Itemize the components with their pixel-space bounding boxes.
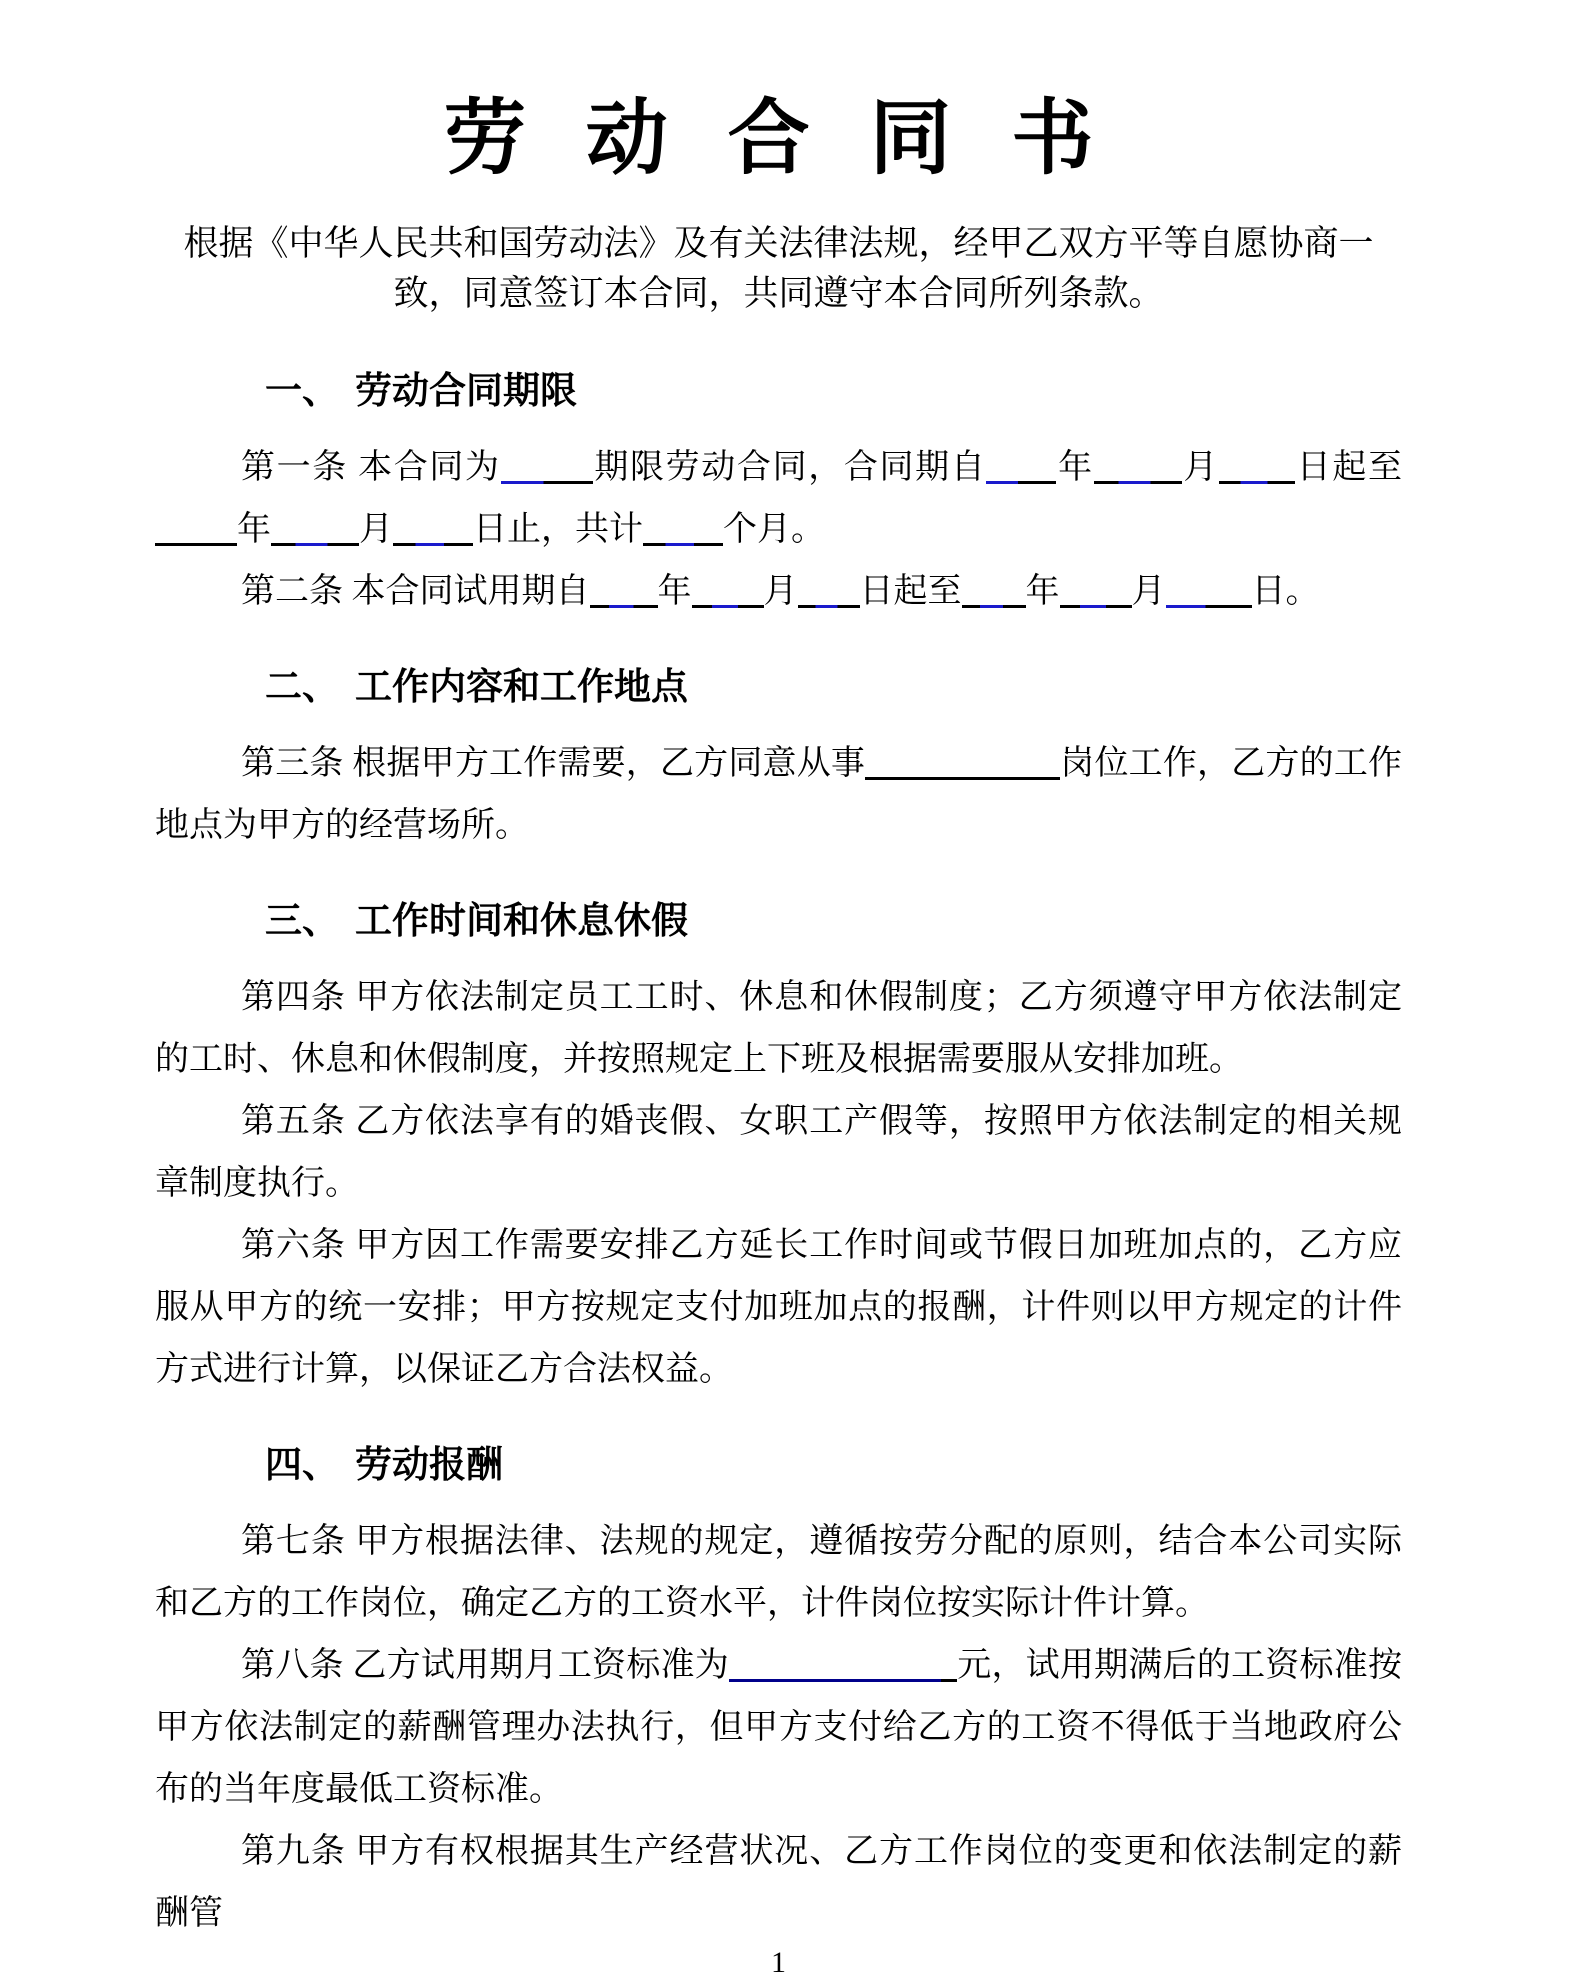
clause-text: 第六条 甲方因工作需要安排乙方延长工作时间或节假日加班加点的，乙方应服从甲方的统一安排；甲方按规定支付加班加点的报酬，计件则以甲方规定的计件方式进行计算，以保证乙方合法权益。 (155, 1226, 1402, 1388)
section-heading (155, 367, 1402, 417)
clause-text: 月 (359, 510, 393, 548)
clause-paragraph (155, 1635, 1402, 1821)
blank-field[interactable] (501, 454, 593, 484)
blank-field[interactable] (155, 516, 237, 546)
clause-text: 日起至 (1295, 448, 1403, 486)
intro-paragraph (155, 219, 1402, 319)
clause-text: 年 (237, 510, 271, 548)
page-number: 1 (771, 1945, 786, 1979)
clause-paragraph (155, 1821, 1402, 1945)
section-number: 一、 (265, 370, 339, 412)
clause-text: 第二条 本合同试用期自 (241, 572, 590, 610)
clause-text: 第三条 根据甲方工作需要，乙方同意从事 (241, 744, 866, 782)
clause-text: 第一条 本合同为 (241, 448, 501, 486)
blank-field[interactable] (692, 578, 764, 608)
clause-text: 日起至 (859, 572, 962, 610)
clause-text: 第七条 甲方根据法律、法规的规定，遵循按劳分配的原则，结合本公司实际和乙方的工作岗位，确定乙方的工资水平，计件岗位按实际计件计算。 (155, 1522, 1402, 1622)
section-number: 四、 (265, 1444, 339, 1486)
blank-field[interactable] (1219, 454, 1295, 484)
section-title: 工作内容和工作地点 (355, 666, 688, 708)
clause-text: 年 (1056, 448, 1094, 486)
clause-text: 第五条 乙方依法享有的婚丧假、女职工产假等，按照甲方依法制定的相关规章制度执行。 (155, 1102, 1402, 1202)
clause-paragraph (155, 1511, 1402, 1635)
section-title: 工作时间和休息休假 (355, 900, 688, 942)
clause-paragraph (155, 1215, 1402, 1401)
section-title: 劳动报酬 (355, 1444, 503, 1486)
clause-text: 岗位工作，乙方的工作地点为甲方的经营场所。 (155, 744, 1403, 844)
section-number: 二、 (265, 666, 339, 708)
document-title: 劳 动 合 同 书 (443, 93, 1114, 184)
document-body (155, 327, 1402, 1945)
blank-field[interactable] (798, 578, 860, 608)
clause-text: 月 (1181, 448, 1220, 486)
clause-text: 第八条 乙方试用期月工资标准为 (241, 1646, 729, 1684)
clause-paragraph (155, 733, 1402, 857)
blank-field[interactable] (1166, 578, 1252, 608)
intro-line: 致，同意签订本合同，共同遵守本合同所列条款。 (393, 273, 1164, 313)
clause-text: 月 (763, 572, 798, 610)
clause-paragraph (155, 967, 1402, 1091)
blank-field[interactable] (643, 516, 723, 546)
clause-text: 第四条 甲方依法制定员工工时、休息和休假制度；乙方须遵守甲方依法制定的工时、休息和休假制度，并按照规定上下班及根据需要服从安排加班。 (155, 978, 1402, 1078)
intro-line: 根据《中华人民共和国劳动法》及有关法律法规，经甲乙双方平等自愿协商一 (183, 223, 1374, 263)
clause-text: 月 (1131, 572, 1166, 610)
blank-field[interactable] (865, 750, 1060, 780)
section-heading (155, 663, 1402, 713)
blank-field[interactable] (986, 454, 1056, 484)
blank-field[interactable] (1094, 454, 1182, 484)
blank-field[interactable] (729, 1652, 957, 1682)
clause-text: 日止，共计 (473, 510, 643, 548)
blank-field[interactable] (590, 578, 658, 608)
section-number: 三、 (265, 900, 339, 942)
clause-text: 期限劳动合同，合同期自 (592, 448, 987, 486)
clause-paragraph (155, 437, 1402, 561)
section-heading (155, 1441, 1402, 1491)
clause-text: 年 (657, 572, 692, 610)
clause-text: 元，试用期满后的工资标准按甲方依法制定的薪酬管理办法执行，但甲方支付给乙方的工资不得低于当地政府公布的当年度最低工资标准。 (155, 1646, 1403, 1808)
clause-text: 年 (1025, 572, 1060, 610)
clause-paragraph (155, 1091, 1402, 1215)
blank-field[interactable] (962, 578, 1026, 608)
blank-field[interactable] (1060, 578, 1132, 608)
clause-text: 第九条 甲方有权根据其生产经营状况、乙方工作岗位的变更和依法制定的薪酬管 (155, 1832, 1402, 1932)
section-title: 劳动合同期限 (355, 370, 577, 412)
blank-field[interactable] (393, 516, 473, 546)
section-heading (155, 897, 1402, 947)
blank-field[interactable] (271, 516, 359, 546)
clause-paragraph (155, 561, 1402, 623)
clause-text: 个月。 (723, 510, 825, 548)
clause-text: 日。 (1251, 572, 1320, 610)
